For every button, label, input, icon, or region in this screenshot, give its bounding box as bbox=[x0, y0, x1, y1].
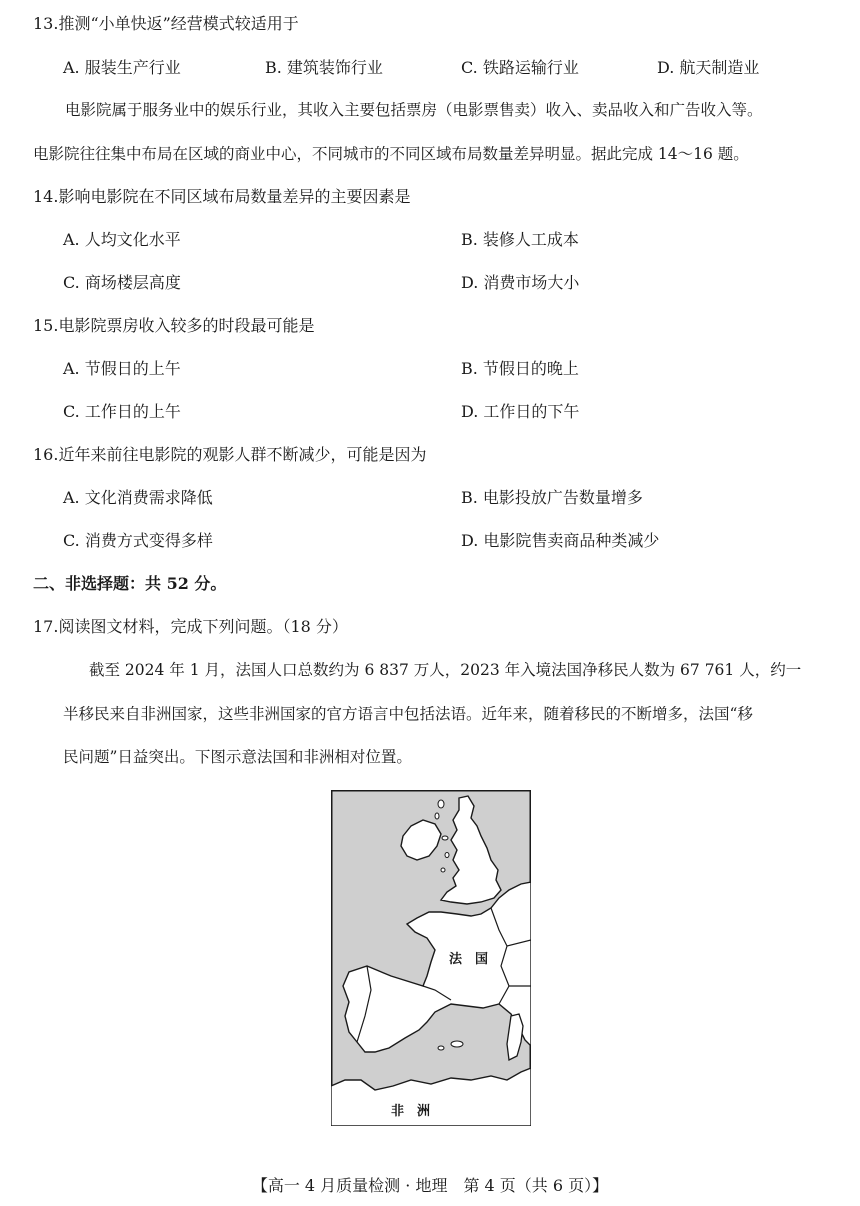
q14-option-b: B. 装修人工成本 bbox=[461, 230, 579, 249]
map-label-africa: 非 洲 bbox=[391, 1104, 431, 1119]
q13-option-b: B. 建筑装饰行业 bbox=[265, 58, 383, 77]
q14-option-c: C. 商场楼层高度 bbox=[63, 273, 181, 292]
q17-paragraph-line-3: 民问题”日益突出。下图示意法国和非洲相对位置。 bbox=[63, 748, 412, 766]
map-svg bbox=[331, 790, 531, 1126]
q14-option-d: D. 消费市场大小 bbox=[461, 273, 580, 292]
q13-option-d: D. 航天制造业 bbox=[657, 58, 760, 77]
page-footer: 【高一 4 月质量检测 · 地理 第 4 页（共 6 页）】 bbox=[251, 1176, 609, 1195]
q13-option-a: A. 服装生产行业 bbox=[63, 58, 181, 77]
q15-option-d: D. 工作日的下午 bbox=[461, 402, 580, 421]
q16-option-a: A. 文化消费需求降低 bbox=[63, 488, 213, 507]
passage-line-1: 电影院属于服务业中的娱乐行业，其收入主要包括票房（电影票售卖）收入、卖品收入和广告收入等。 bbox=[65, 101, 763, 119]
q15-stem: 15.电影院票房收入较多的时段最可能是 bbox=[33, 316, 315, 335]
q17-paragraph-line-2: 半移民来自非洲国家，这些非洲国家的官方语言中包括法语。近年来，随着移民的不断增多，法国“移 bbox=[63, 705, 753, 723]
q16-option-d: D. 电影院售卖商品种类减少 bbox=[461, 531, 660, 550]
passage-line-2: 电影院往往集中布局在区域的商业中心，不同城市的不同区域布局数量差异明显。据此完成 14～16 题。 bbox=[33, 145, 749, 163]
q16-stem: 16.近年来前往电影院的观影人群不断减少，可能是因为 bbox=[33, 445, 427, 464]
q13-option-c: C. 铁路运输行业 bbox=[461, 58, 579, 77]
q15-option-c: C. 工作日的上午 bbox=[63, 402, 181, 421]
q13-stem: 13.推测“小单快返”经营模式较适用于 bbox=[33, 14, 299, 33]
q14-option-a: A. 人均文化水平 bbox=[63, 230, 181, 249]
q16-option-c: C. 消费方式变得多样 bbox=[63, 531, 213, 550]
q17-stem: 17.阅读图文材料，完成下列问题。（18 分） bbox=[33, 617, 348, 636]
q14-stem: 14.影响电影院在不同区域布局数量差异的主要因素是 bbox=[33, 187, 411, 206]
q17-paragraph-line-1: 截至 2024 年 1 月，法国人口总数约为 6 837 万人，2023 年入境法国净移民人数为 67 761 人，约一 bbox=[89, 661, 802, 679]
map-label-france: 法 国 bbox=[449, 952, 489, 967]
section-2-title: 二、非选择题：共 52 分。 bbox=[33, 574, 227, 593]
q15-option-a: A. 节假日的上午 bbox=[63, 359, 181, 378]
q15-option-b: B. 节假日的晚上 bbox=[461, 359, 579, 378]
map-figure bbox=[331, 790, 531, 1126]
q16-option-b: B. 电影投放广告数量增多 bbox=[461, 488, 643, 507]
